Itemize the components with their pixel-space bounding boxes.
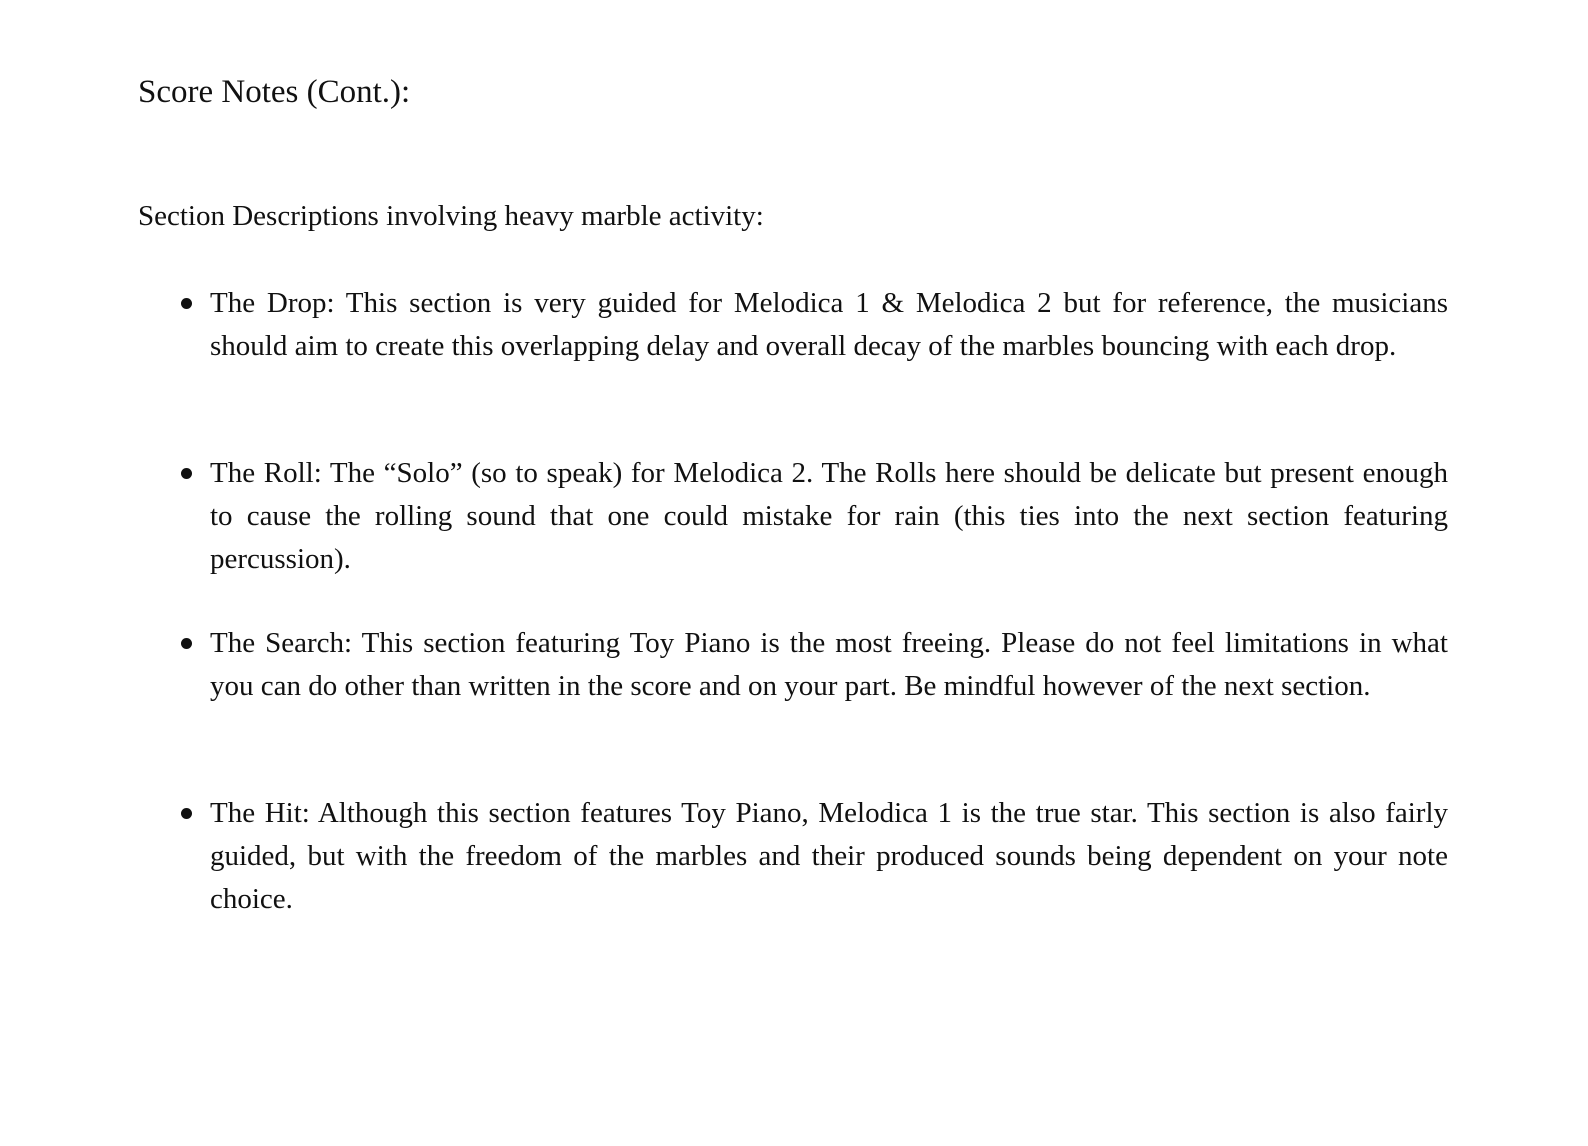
bullet-icon (176, 792, 196, 835)
list-item (210, 622, 1448, 708)
section-description-text: The Drop: This section is very guided for Melodica 1 & Melodica 2 but for reference, the musicians should aim to create this overlapping delay and overall decay of the marbles bouncing with each drop. (210, 287, 1448, 362)
section-description-text: The Hit: Although this section features Toy Piano, Melodica 1 is the true star. This section is also fairly guided, but with the freedom of the marbles and their produced sounds being dependent on your note choice. (210, 797, 1448, 915)
intro-paragraph: Section Descriptions involving heavy marble activity: (138, 200, 764, 232)
section-description-text: The Roll: The “Solo” (so to speak) for Melodica 2. The Rolls here should be delicate but present enough to cause the rolling sound that one could mistake for rain (this ties into the next section featuring percussion). (210, 457, 1448, 575)
page-heading: Score Notes (Cont.): (138, 74, 411, 110)
list-item (210, 282, 1448, 368)
bullet-icon (176, 452, 196, 495)
list-item (210, 792, 1448, 921)
list-item (210, 452, 1448, 581)
bullet-icon (176, 622, 196, 665)
section-description-text: The Search: This section featuring Toy Piano is the most freeing. Please do not feel limitations in what you can do other than written in the score and on your part. Be mindful however of the next section. (210, 627, 1448, 702)
bullet-icon (176, 282, 196, 325)
